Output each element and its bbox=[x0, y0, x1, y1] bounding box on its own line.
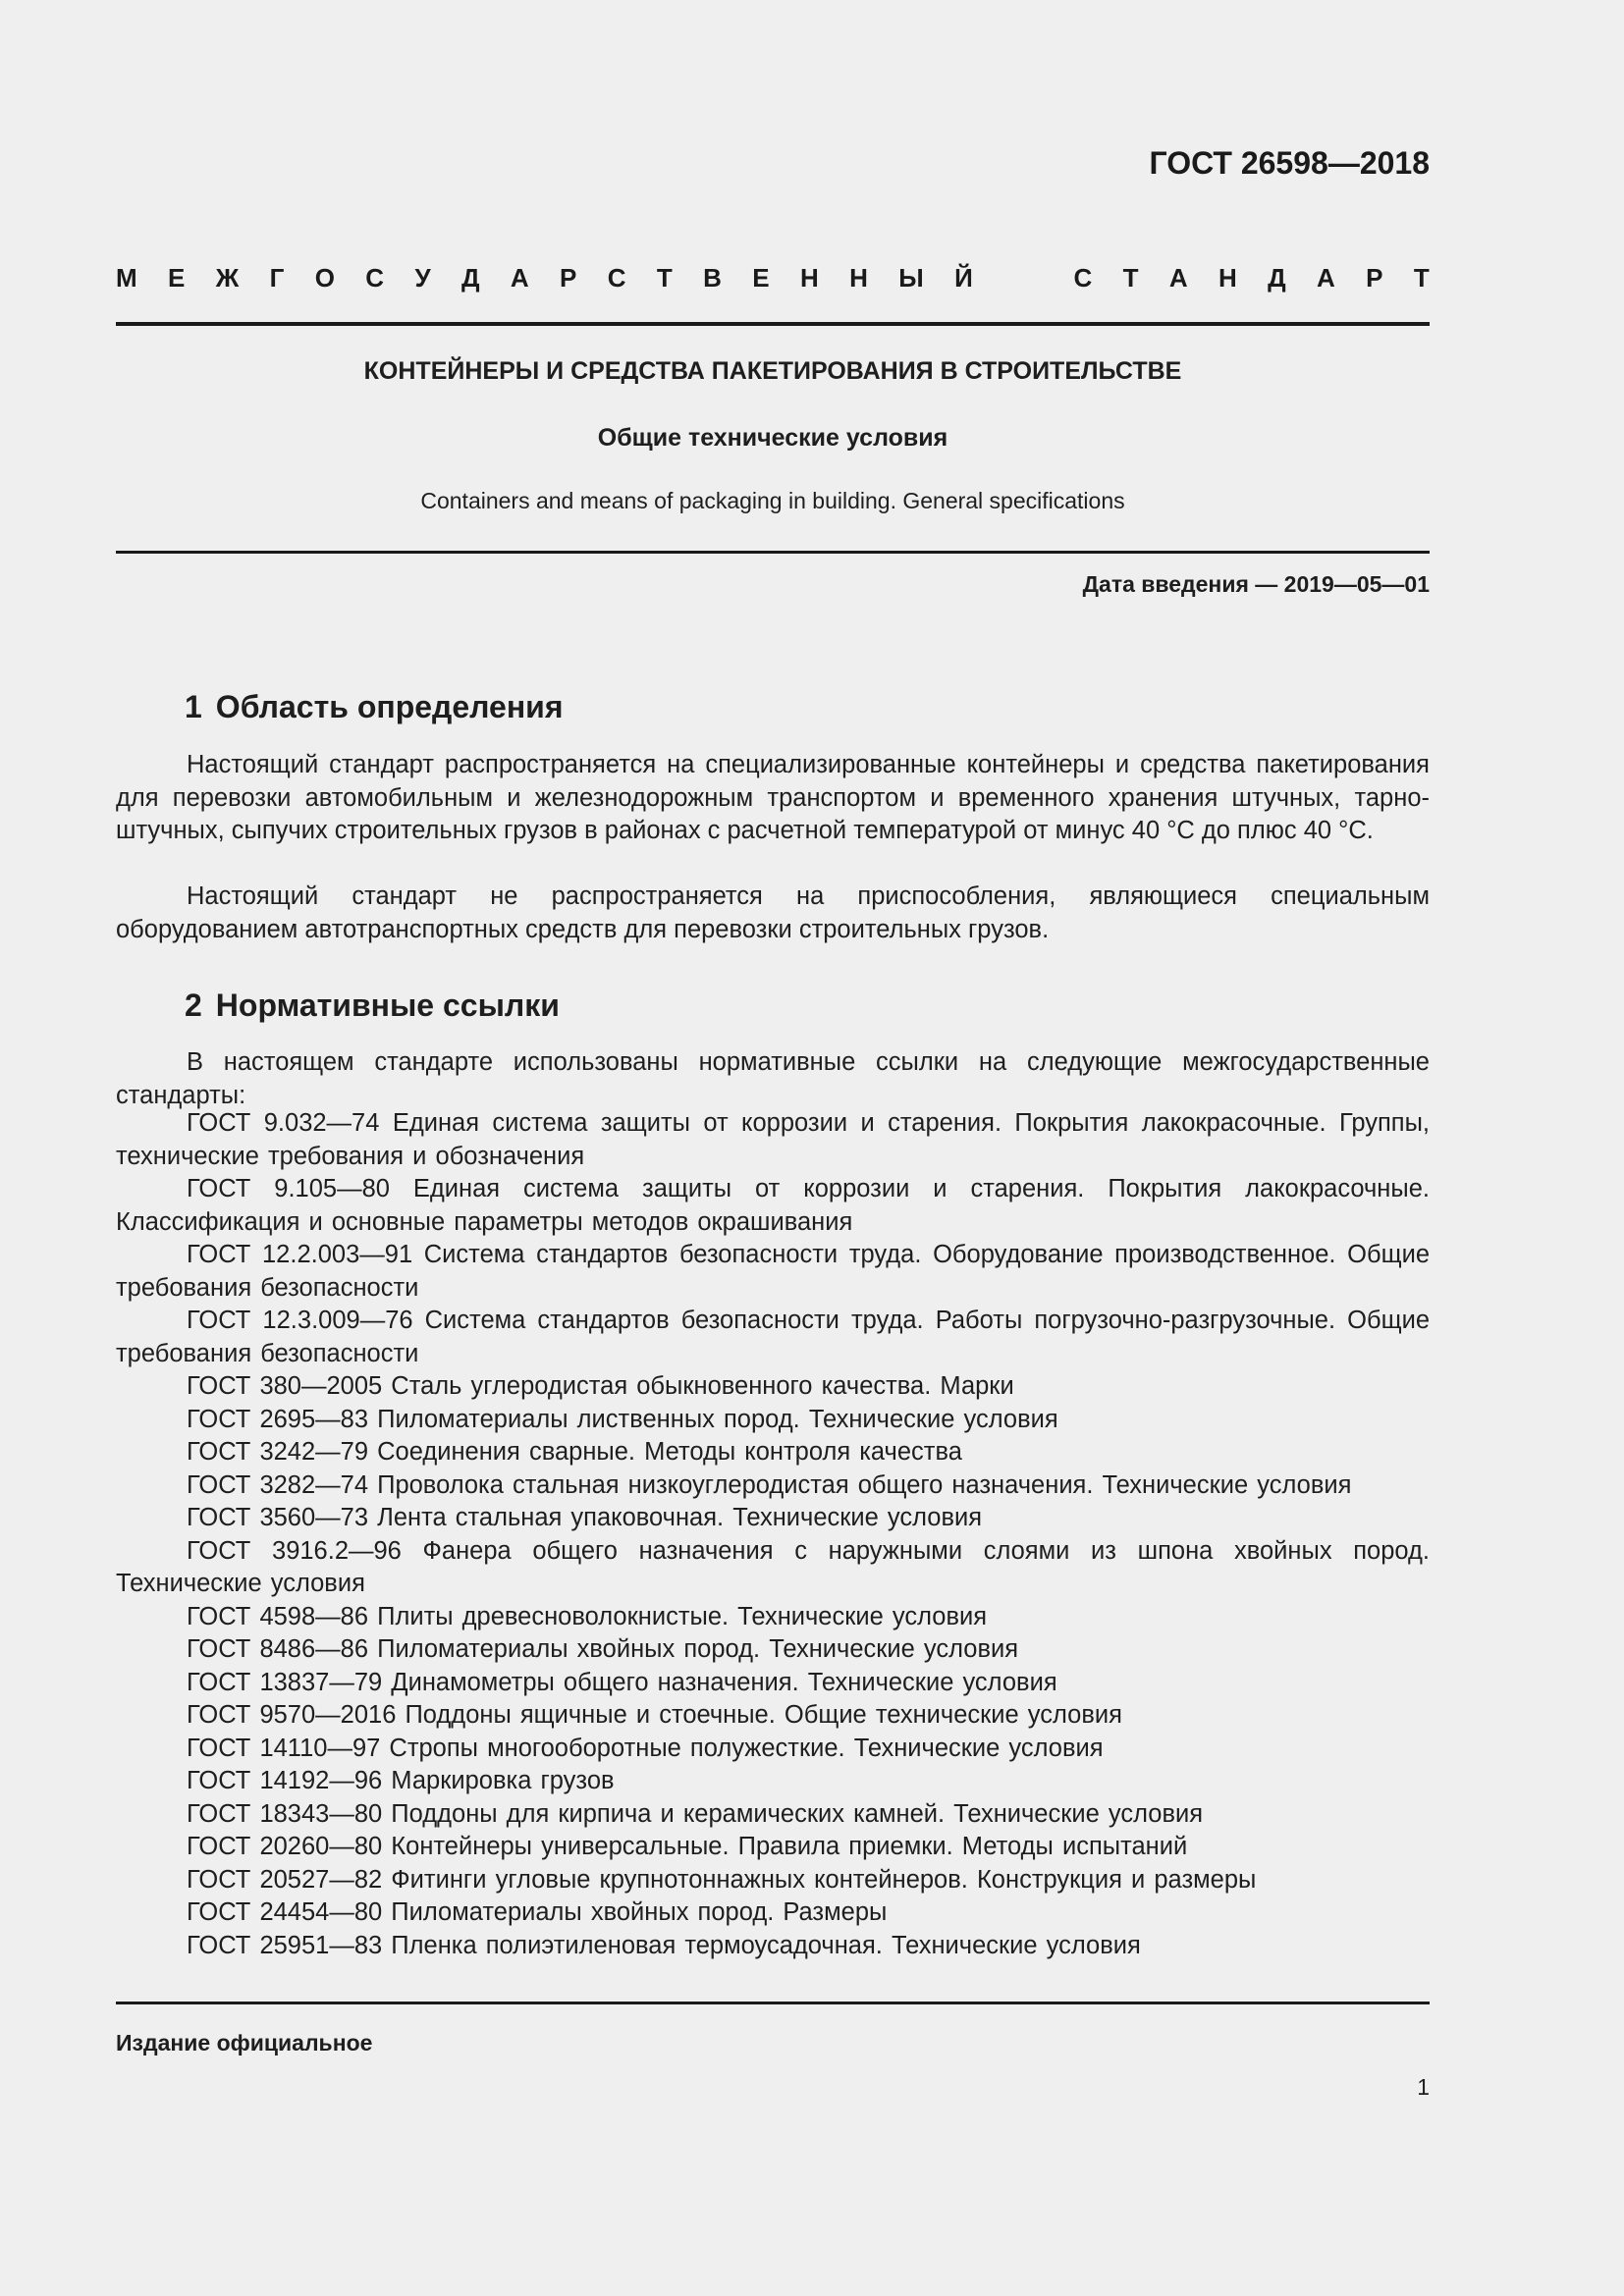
reference-item: ГОСТ 13837—79 Динамометры общего назначения. Технические условия bbox=[187, 1668, 1057, 1696]
heading-letter: Н bbox=[849, 263, 868, 293]
section-1-heading bbox=[185, 689, 564, 725]
section-2-heading bbox=[185, 988, 560, 1024]
reference-item: ГОСТ 14192—96 Маркировка грузов bbox=[187, 1767, 615, 1794]
reference-item: ГОСТ 25951—83 Пленка полиэтиленовая термоусадочная. Технические условия bbox=[187, 1931, 1141, 1959]
english-title: Containers and means of packaging in building. General specifications bbox=[420, 488, 1125, 513]
section-number: 1 bbox=[185, 689, 202, 724]
heading-letter: А bbox=[510, 263, 529, 293]
heading-letter: У bbox=[414, 263, 431, 293]
section-title: Нормативные ссылки bbox=[215, 988, 560, 1023]
reference-item: ГОСТ 8486—86 Пиломатериалы хвойных пород. Технические условия bbox=[187, 1635, 1019, 1663]
reference-item: ГОСТ 12.2.003—91 Система стандартов безопасности труда. Оборудование производственное. Общие требования безопасности bbox=[116, 1241, 1430, 1302]
heading-letter: Н bbox=[799, 263, 819, 293]
header-rule bbox=[116, 322, 1430, 326]
reference-item: ГОСТ 9.105—80 Единая система защиты от коррозии и старения. Покрытия лакокрасочные. Классификация и основные параметры методов окрашивания bbox=[116, 1175, 1430, 1236]
heading-letter: Р bbox=[1366, 263, 1383, 293]
footer-rule bbox=[116, 2002, 1430, 2004]
heading-letter: Н bbox=[1218, 263, 1237, 293]
document-page bbox=[116, 0, 1430, 2296]
reference-item: ГОСТ 3242—79 Соединения сварные. Методы контроля качества bbox=[187, 1438, 962, 1466]
introduction-date: Дата введения — 2019—05—01 bbox=[1082, 571, 1430, 597]
reference-item: ГОСТ 20260—80 Контейнеры универсальные. Правила приемки. Методы испытаний bbox=[187, 1833, 1188, 1860]
reference-item: ГОСТ 9.032—74 Единая система защиты от коррозии и старения. Покрытия лакокрасочные. Группы, технические требования и обозначения bbox=[116, 1109, 1430, 1170]
heading-letter: Д bbox=[1268, 263, 1286, 293]
section-number: 2 bbox=[185, 988, 202, 1023]
heading-letter: Й bbox=[954, 263, 973, 293]
heading-letter: Ы bbox=[898, 263, 924, 293]
reference-item: ГОСТ 3282—74 Проволока стальная низкоуглеродистая общего назначения. Технические условия bbox=[187, 1470, 1352, 1499]
document-title: КОНТЕЙНЕРЫ И СРЕДСТВА ПАКЕТИРОВАНИЯ В СТРОИТЕЛЬСТВЕ bbox=[363, 357, 1182, 385]
normative-references-list bbox=[116, 1107, 1430, 1962]
heading-word-gap bbox=[1003, 263, 1043, 294]
heading-letter: М bbox=[116, 263, 137, 293]
reference-item: ГОСТ 9570—2016 Поддоны ящичные и стоечные. Общие технические условия bbox=[187, 1701, 1122, 1729]
reference-item: ГОСТ 4598—86 Плиты древесноволокнистые. Технические условия bbox=[187, 1602, 988, 1630]
heading-letter: Е bbox=[752, 263, 770, 293]
reference-item: ГОСТ 14110—97 Стропы многооборотные полужесткие. Технические условия bbox=[187, 1734, 1104, 1762]
heading-letter: С bbox=[1073, 263, 1093, 293]
reference-item: ГОСТ 3916.2—96 Фанера общего назначения с наружными слоями из шпона хвойных пород. Технические условия bbox=[116, 1536, 1430, 1597]
heading-letter: В bbox=[703, 263, 722, 293]
title-rule bbox=[116, 551, 1430, 554]
heading-letter: Ж bbox=[215, 263, 240, 293]
page-number: 1 bbox=[1417, 2074, 1430, 2100]
reference-item: ГОСТ 18343—80 Поддоны для кирпича и керамических камней. Технические условия bbox=[187, 1799, 1204, 1828]
heading-letter: А bbox=[1317, 263, 1335, 293]
heading-letter: Т bbox=[1122, 263, 1139, 293]
standard-code: ГОСТ 26598—2018 bbox=[1149, 145, 1430, 181]
heading-letter: С bbox=[365, 263, 385, 293]
heading-letter: Д bbox=[460, 263, 480, 293]
official-edition-label: Издание официальное bbox=[116, 2030, 373, 2056]
heading-letter: Г bbox=[269, 263, 285, 293]
references-intro: В настоящем стандарте использованы нормативные ссылки на следующие межгосударственные стандарты: bbox=[116, 1048, 1430, 1109]
heading-letter: С bbox=[607, 263, 626, 293]
heading-letter: О bbox=[314, 263, 335, 293]
reference-item: ГОСТ 2695—83 Пиломатериалы лиственных пород. Технические условия bbox=[187, 1405, 1058, 1433]
heading-letter: Р bbox=[560, 263, 577, 293]
reference-item: ГОСТ 3560—73 Лента стальная упаковочная. Технические условия bbox=[187, 1504, 983, 1531]
scope-paragraph-1: Настоящий стандарт распространяется на специализированные контейнеры и средства пакетирования для перевозки автомобильным и железнодорожным транспортом и временного хранения штучных, тарно-штучных, сыпучих строительных грузов в районах с расчетной температурой от минус 40 °С до плюс 40 °С. bbox=[116, 751, 1430, 844]
heading-letter: Т bbox=[1413, 263, 1430, 293]
scope-paragraph-2: Настоящий стандарт не распространяется на приспособления, являющиеся специальным оборудованием автотранспортных средств для перевозки строительных грузов. bbox=[116, 882, 1430, 943]
heading-letter: Т bbox=[656, 263, 673, 293]
heading-letter: Е bbox=[168, 263, 186, 293]
reference-item: ГОСТ 380—2005 Сталь углеродистая обыкновенного качества. Марки bbox=[187, 1372, 1014, 1400]
section-title: Область определения bbox=[215, 689, 564, 724]
reference-item: ГОСТ 20527—82 Фитинги угловые крупнотоннажных контейнеров. Конструкция и размеры bbox=[187, 1865, 1257, 1894]
standard-type-heading bbox=[116, 263, 1430, 294]
document-subtitle: Общие технические условия bbox=[597, 424, 948, 452]
heading-letter: А bbox=[1168, 263, 1188, 293]
reference-item: ГОСТ 12.3.009—76 Система стандартов безопасности труда. Работы погрузочно-разгрузочные. Общие требования безопасности bbox=[116, 1307, 1430, 1367]
reference-item: ГОСТ 24454—80 Пиломатериалы хвойных пород. Размеры bbox=[187, 1898, 888, 1926]
